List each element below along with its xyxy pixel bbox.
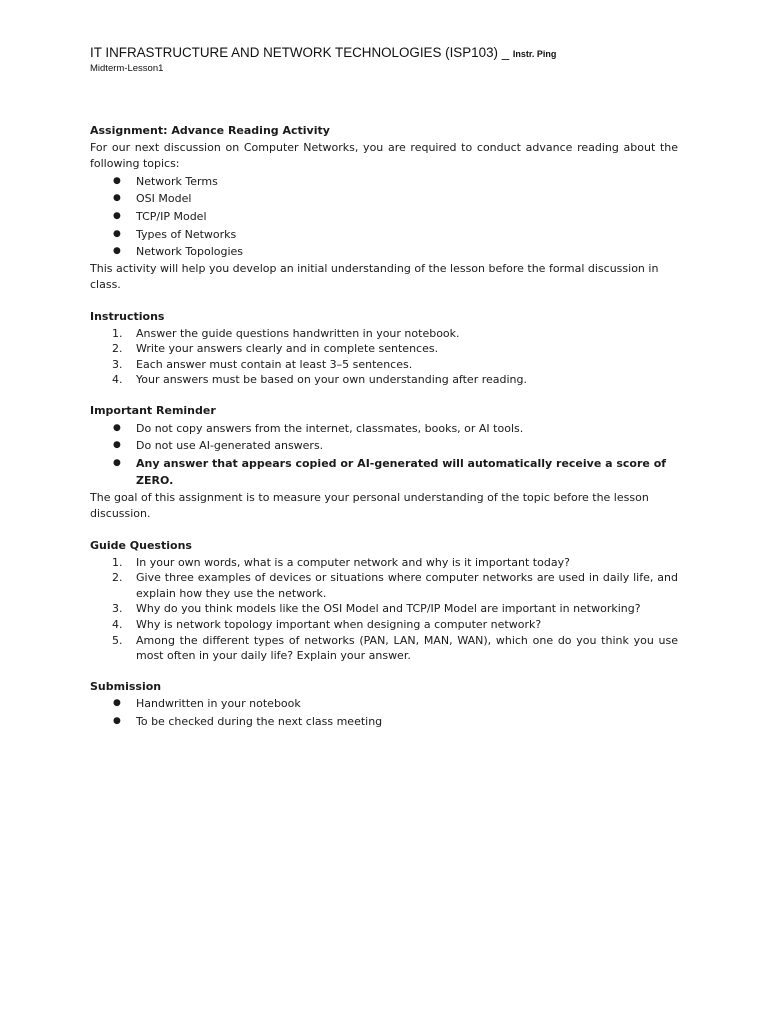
list-item: 3. Each answer must contain at least 3–5 sentences.	[112, 357, 413, 371]
assignment-closing: This activity will help you develop an initial understanding of the lesson before the formal discussion in class.	[90, 261, 659, 292]
list-item: ● Types of Networks	[90, 226, 678, 244]
document-body	[90, 123, 678, 731]
assignment-heading: Assignment: Advance Reading Activity	[90, 124, 330, 137]
list-item: ● Any answer that appears copied or AI-generated will automatically receive a score of ZERO.	[113, 456, 667, 488]
course-title: IT INFRASTRUCTURE AND NETWORK TECHNOLOGIES (ISP103) _	[90, 45, 510, 60]
list-item: ● To be checked during the next class meeting	[90, 713, 678, 731]
reminder-goal: The goal of this assignment is to measure your personal understanding of the topic before the lesson discussion.	[90, 490, 649, 521]
bullet-icon: ●	[113, 246, 121, 257]
instructions-heading: Instructions	[90, 309, 165, 323]
course-title-line	[90, 44, 690, 63]
instructor-name: Instr. Ping	[512, 49, 557, 59]
list-item: ● TCP/IP Model	[90, 208, 678, 226]
bullet-icon: ●	[113, 193, 121, 204]
reminder-list	[90, 420, 678, 490]
lesson-subtitle: Midterm-Lesson1	[90, 63, 164, 74]
submission-list	[90, 695, 678, 730]
guide-list	[90, 555, 678, 664]
bullet-icon: ●	[113, 440, 121, 451]
bullet-icon: ●	[113, 175, 121, 186]
list-item: 4. Why is network topology important when designing a computer network?	[112, 618, 542, 632]
document-header	[90, 44, 690, 75]
bullet-icon: ●	[113, 457, 121, 468]
list-item: ● Handwritten in your notebook	[90, 695, 678, 713]
list-item: 4. Your answers must be based on your own understanding after reading.	[112, 373, 527, 387]
bullet-icon: ●	[113, 228, 121, 239]
list-item: ● OSI Model	[90, 190, 678, 208]
topics-list	[90, 173, 678, 261]
list-item: ● Network Topologies	[90, 243, 678, 261]
list-item: ● Network Terms	[90, 173, 678, 191]
bullet-icon: ●	[113, 698, 121, 709]
submission-heading: Submission	[90, 679, 162, 693]
list-item: 1. In your own words, what is a computer network and why is it important today?	[112, 555, 570, 569]
list-item: ● Do not use AI-generated answers.	[90, 437, 678, 455]
list-item: 2. Give three examples of devices or situations where computer networks are used in daily life, and explain how they use the network.	[112, 571, 678, 600]
bullet-icon: ●	[113, 716, 121, 726]
instructions-list	[90, 326, 678, 388]
list-item: ● Do not copy answers from the internet, classmates, books, or AI tools.	[90, 420, 678, 438]
guide-heading: Guide Questions	[90, 539, 192, 553]
list-item: 2. Write your answers clearly and in complete sentences.	[112, 342, 439, 356]
bullet-icon: ●	[113, 210, 121, 221]
assignment-intro: For our next discussion on Computer Networks, you are required to conduct advance reading about the following topics:	[90, 140, 678, 171]
list-item: 1. Answer the guide questions handwritten in your notebook.	[112, 326, 460, 340]
list-item: 3. Why do you think models like the OSI Model and TCP/IP Model are important in networking?	[112, 602, 641, 616]
bullet-icon: ●	[113, 422, 121, 433]
list-item: 5. Among the different types of networks (PAN, LAN, MAN, WAN), which one do you think you use most often in your daily life? Explain your answer.	[112, 633, 678, 663]
reminder-heading: Important Reminder	[90, 403, 216, 417]
